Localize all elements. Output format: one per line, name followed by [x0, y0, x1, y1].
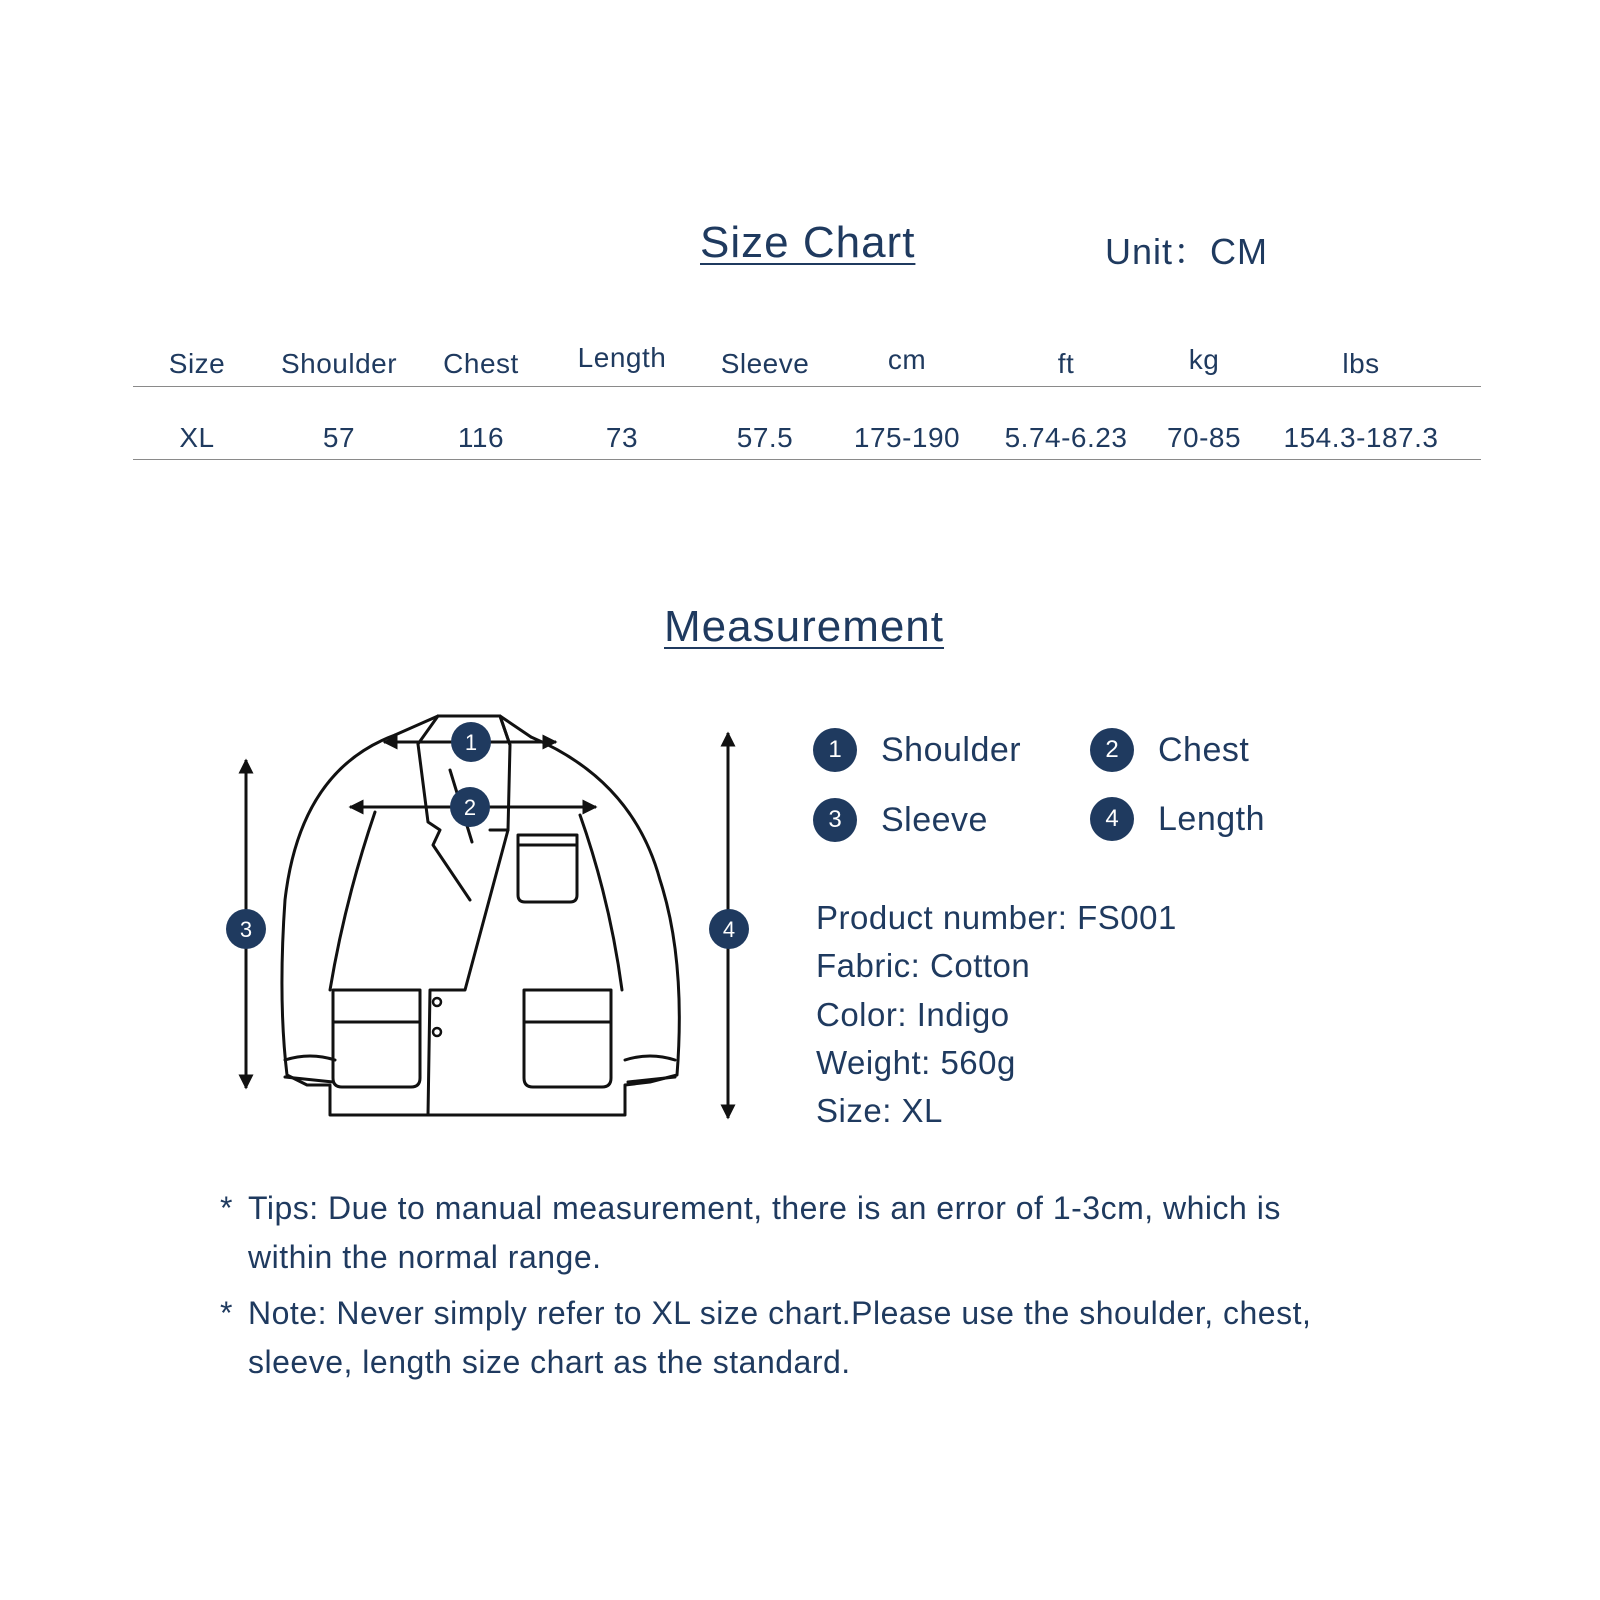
legend-label: Shoulder	[881, 730, 1022, 769]
table-cell-sleeve: 57.5	[736, 422, 794, 453]
marker-number: 4	[722, 917, 736, 942]
spec-size: Size: XL	[816, 1092, 943, 1129]
legend-item-sleeve	[813, 798, 988, 842]
column-header-ft: ft	[1057, 348, 1075, 379]
column-header-kg: kg	[1188, 344, 1220, 375]
legend-badge: 2	[1090, 728, 1134, 772]
legend-label: Length	[1158, 799, 1265, 838]
table-cell-size: XL	[179, 422, 215, 453]
column-header-size: Size	[168, 348, 226, 379]
legend-item-shoulder	[813, 728, 1021, 772]
note-text: Note: Never simply refer to XL size chart.Please use the shoulder, chest, sleeve, length size chart as the standard.	[248, 1295, 1312, 1380]
unit-label: Unit：CM	[1105, 231, 1269, 272]
legend-item-length	[1090, 797, 1265, 841]
column-header-chest: Chest	[443, 348, 519, 379]
note-text: Tips: Due to manual measurement, there is an error of 1-3cm, which is within the normal range.	[248, 1190, 1281, 1275]
note-bullet: *	[220, 1295, 233, 1331]
column-header-length: Length	[577, 342, 667, 373]
header-divider	[133, 386, 1481, 387]
marker-number: 3	[239, 917, 253, 942]
table-cell-kg: 70-85	[1166, 422, 1242, 453]
legend-badge: 4	[1090, 797, 1134, 841]
legend-label: Sleeve	[881, 800, 988, 839]
standard-note	[220, 1289, 1328, 1387]
tips-note	[220, 1184, 1328, 1282]
table-cell-length: 73	[605, 422, 639, 453]
table-cell-lbs: 154.3-187.3	[1283, 422, 1439, 453]
column-header-sleeve: Sleeve	[720, 348, 810, 379]
jacket-measurement-diagram	[210, 700, 770, 1130]
marker-sleeve	[226, 909, 266, 949]
spec-product-number: Product number: FS001	[816, 899, 1177, 936]
legend-label: Chest	[1158, 730, 1250, 769]
marker-chest	[450, 787, 490, 827]
spec-weight: Weight: 560g	[816, 1044, 1016, 1081]
size-chart-title: Size Chart	[700, 218, 916, 267]
column-header-lbs: lbs	[1342, 348, 1380, 379]
table-cell-ft: 5.74-6.23	[1004, 422, 1128, 453]
note-bullet: *	[220, 1190, 233, 1226]
marker-number: 1	[464, 730, 478, 755]
column-header-cm: cm	[887, 344, 927, 375]
jacket-lower-pocket-left	[333, 990, 420, 1087]
legend-item-chest	[1090, 728, 1249, 772]
table-bottom-divider	[133, 459, 1481, 460]
jacket-lower-pocket-right	[524, 990, 611, 1087]
marker-number: 2	[463, 795, 477, 820]
spec-fabric: Fabric: Cotton	[816, 947, 1031, 984]
table-cell-chest: 116	[457, 422, 505, 453]
table-cell-cm: 175-190	[853, 422, 961, 453]
marker-length	[709, 909, 749, 949]
marker-shoulder	[451, 722, 491, 762]
table-cell-shoulder: 57	[322, 422, 356, 453]
jacket-button	[433, 1028, 441, 1036]
measurement-title: Measurement	[664, 602, 945, 651]
jacket-button	[433, 998, 441, 1006]
column-header-shoulder: Shoulder	[280, 348, 398, 379]
legend-badge: 1	[813, 728, 857, 772]
legend-badge: 3	[813, 798, 857, 842]
spec-color: Color: Indigo	[816, 996, 1010, 1033]
